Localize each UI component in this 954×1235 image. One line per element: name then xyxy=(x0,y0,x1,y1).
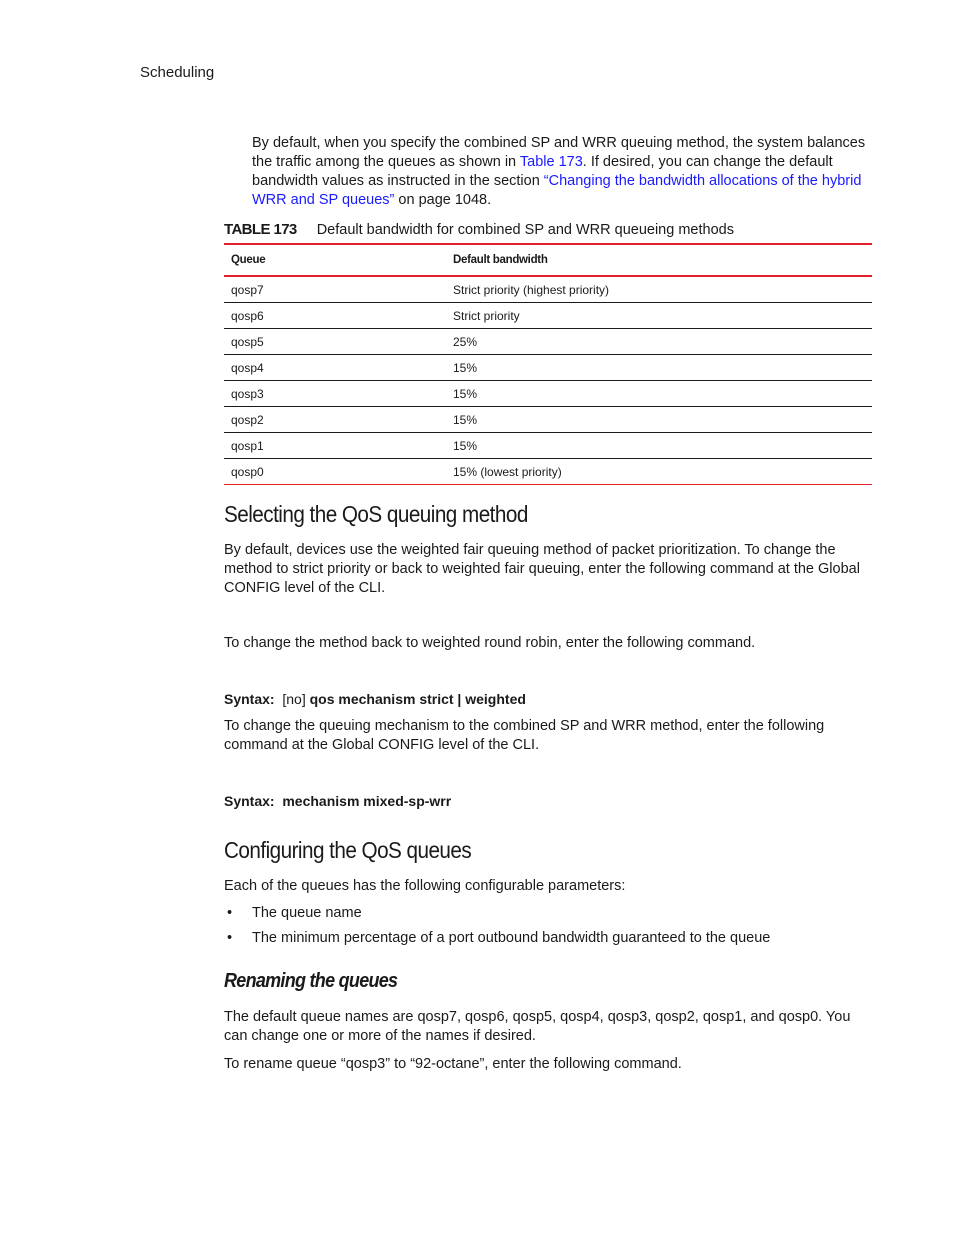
table-row xyxy=(224,276,872,303)
syntax-optional: [no] xyxy=(282,691,306,707)
default-bandwidth-table xyxy=(224,243,872,485)
syntax-command: qos mechanism strict | weighted xyxy=(309,691,526,707)
heading-selecting-qos-method: Selecting the QoS queuing method xyxy=(224,501,528,527)
table-row xyxy=(224,407,872,433)
queue-cell: qosp3 xyxy=(224,381,446,407)
bandwidth-cell: 15% xyxy=(446,433,872,459)
bandwidth-cell: Strict priority xyxy=(446,303,872,329)
running-header: Scheduling xyxy=(140,64,215,81)
syntax-mixed-sp-wrr xyxy=(224,793,451,809)
paragraph-queue-params: Each of the queues has the following configurable parameters: xyxy=(224,878,626,894)
header-default-bandwidth: Default bandwidth xyxy=(446,244,872,276)
intro-text-2: . If desired, you can change the default bandwidth values as instructed in the section xyxy=(252,154,833,189)
heading-renaming-queues: Renaming the queues xyxy=(224,970,398,992)
bullet-text: The minimum percentage of a port outbound bandwidth guaranteed to the queue xyxy=(252,930,771,946)
bullet-text: The queue name xyxy=(252,905,362,921)
bullet-item xyxy=(227,905,362,921)
intro-text-1: By default, when you specify the combined SP and WRR queuing method, the system balances the traffic among the queues as shown in xyxy=(252,135,866,170)
bandwidth-cell: 15% xyxy=(446,407,872,433)
bandwidth-cell: Strict priority (highest priority) xyxy=(446,276,872,303)
table-caption-text: Default bandwidth for combined SP and WRR queueing methods xyxy=(316,222,734,238)
bandwidth-cell: 15% xyxy=(446,355,872,381)
table-label: TABLE 173 xyxy=(224,221,297,238)
heading-configuring-qos-queues: Configuring the QoS queues xyxy=(224,837,472,863)
bullet-item xyxy=(227,930,771,946)
table-row xyxy=(224,459,872,485)
queue-cell: qosp4 xyxy=(224,355,446,381)
table-row xyxy=(224,329,872,355)
paragraph-default-names: The default queue names are qosp7, qosp6, qosp5, qosp4, qosp3, qosp2, qosp1, and qosp0. You can change one or more of the names if desired. xyxy=(224,1009,851,1044)
queue-cell: qosp7 xyxy=(224,276,446,303)
queue-cell: qosp6 xyxy=(224,303,446,329)
queue-cell: qosp2 xyxy=(224,407,446,433)
queue-cell: qosp1 xyxy=(224,433,446,459)
syntax-qos-mechanism xyxy=(224,691,526,707)
table-row xyxy=(224,433,872,459)
table-row xyxy=(224,355,872,381)
bullet-icon: • xyxy=(227,905,233,921)
table-173-link[interactable]: Table 173 xyxy=(519,154,583,170)
bandwidth-cell: 15% (lowest priority) xyxy=(446,459,872,485)
paragraph-method-default: By default, devices use the weighted fair queuing method of packet prioritization. To change the method to strict priority or back to weighted fair queuing, enter the following command at the Global CONFIG level of the CLI. xyxy=(224,542,860,596)
bandwidth-section-link[interactable]: “Changing the bandwidth allocations of the hybrid WRR and SP queues” xyxy=(252,173,862,208)
bullet-icon: • xyxy=(227,930,233,946)
syntax-label: Syntax: xyxy=(224,793,275,809)
bandwidth-cell: 15% xyxy=(446,381,872,407)
queue-cell: qosp0 xyxy=(224,459,446,485)
intro-paragraph xyxy=(252,134,872,210)
table-caption xyxy=(224,221,734,238)
table-row xyxy=(224,381,872,407)
bandwidth-cell: 25% xyxy=(446,329,872,355)
table-row xyxy=(224,303,872,329)
paragraph-rename-example: To rename queue “qosp3” to “92-octane”, enter the following command. xyxy=(224,1056,682,1072)
syntax-command: mechanism mixed-sp-wrr xyxy=(282,793,452,809)
table-header-row xyxy=(224,244,872,276)
intro-text-3: on page 1048. xyxy=(394,192,492,208)
header-queue: Queue xyxy=(224,244,446,276)
paragraph-method-back: To change the method back to weighted round robin, enter the following command. xyxy=(224,635,756,651)
paragraph-mixed-method: To change the queuing mechanism to the combined SP and WRR method, enter the following command at the Global CONFIG level of the CLI. xyxy=(224,718,825,753)
syntax-label: Syntax: xyxy=(224,691,275,707)
queue-cell: qosp5 xyxy=(224,329,446,355)
